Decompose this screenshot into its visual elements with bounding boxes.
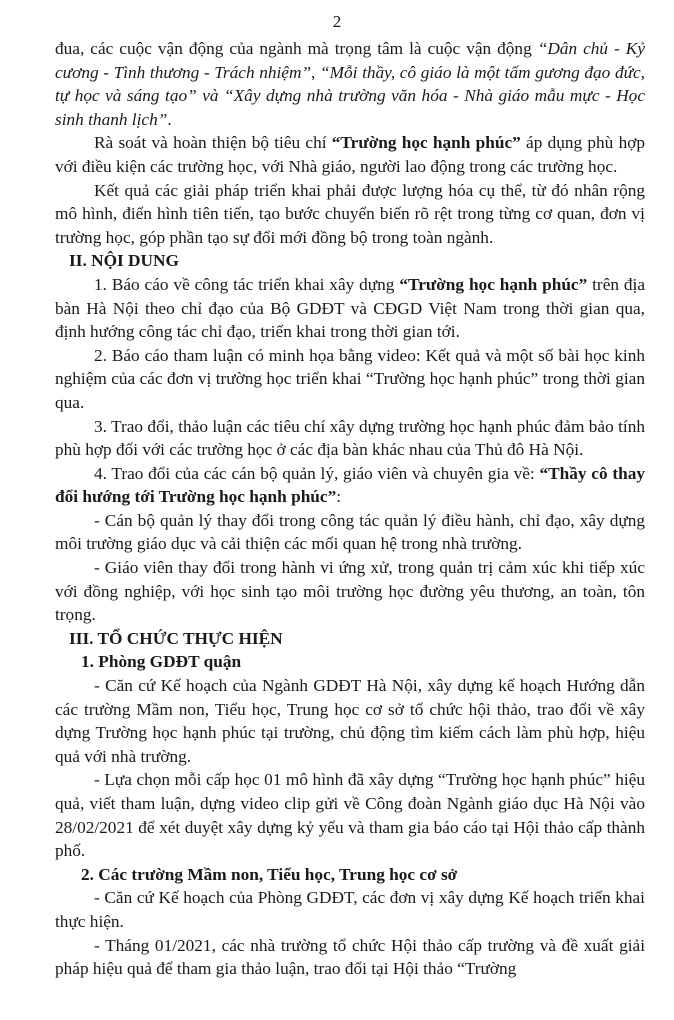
content-bullet-1: - Cán bộ quản lý thay đổi trong công tác quản lý điều hành, chỉ đạo, xây dựng môi trường giáo dục và cải thiện các mối quan hệ trong nhà trường.	[55, 510, 645, 554]
happy-school-term: “Trường học hạnh phúc”	[331, 133, 521, 153]
campaign-slogans: “Dân chủ - Kỷ cương - Tình thương - Trách nhiệm”, “Mỗi thầy, cô giáo là một tấm gương đạo đức, tự học và sáng tạo” và “Xây dựng nhà trường văn hóa - Nhà giáo mẫu mực - Học sinh thanh lịch”	[55, 39, 645, 129]
item4-bold: “Thầy cô thay đổi hướng tới Trường học hạnh phúc”	[55, 463, 645, 507]
document-body	[55, 37, 645, 981]
district-bullet-1: - Căn cứ Kế hoạch của Ngành GDĐT Hà Nội, xây dựng kế hoạch Hướng dẫn các trường Mầm non, Tiểu học, Trung học cơ sở tổ chức hội thảo, trao đổi về xây dựng Trường học hạnh phúc tại trường, chủ động tìm kiếm cách làm phù hợp, hiệu quả với nhà trường.	[55, 676, 645, 766]
content-item-4	[55, 462, 645, 509]
intro-paragraph-2	[55, 131, 645, 178]
section-heading-implementation: III. TỔ CHỨC THỰC HIỆN	[69, 628, 283, 648]
item1-prefix: 1. Báo cáo về công tác triển khai xây dựng	[94, 274, 400, 294]
district-bullet-2: - Lựa chọn mỗi cấp học 01 mô hình đã xây dựng “Trường học hạnh phúc” hiệu quả, viết tham luận, dựng video clip gửi về Công đoàn Ngành giáo dục Hà Nội vào 28/02/2021 để xét duyệt xây dựng kỷ yếu và tham gia báo cáo tại Hội thảo cấp thành phố.	[55, 770, 645, 861]
schools-bullet-2: - Tháng 01/2021, các nhà trường tổ chức Hội thảo cấp trường và đề xuất giải pháp hiệu quả để tham gia thảo luận, trao đổi tại Hội thảo “Trường	[55, 935, 645, 979]
intro-p2-suffix: áp dụng phù hợp với điều kiện các trường học, với Nhà giáo, người lao động trong các trường học.	[55, 133, 645, 176]
intro-p1-suffix: .	[167, 109, 172, 129]
intro-p1-prefix: đua, các cuộc vận động của ngành mà trọng tâm là cuộc vận động	[55, 39, 538, 58]
content-item-1	[55, 273, 645, 344]
item4-suffix: :	[336, 487, 342, 507]
page-number: 2	[332, 12, 342, 31]
item1-bold: “Trường học hạnh phúc”	[399, 274, 588, 294]
schools-bullet-1: - Căn cứ Kế hoạch của Phòng GDĐT, các đơn vị xây dựng Kế hoạch triển khai thực hiện.	[55, 888, 645, 931]
intro-paragraph-3: Kết quả các giải pháp triển khai phải được lượng hóa cụ thể, từ đó nhân rộng mô hình, điển hình tiên tiến, tạo bước chuyển biến rõ rệt trong từng cơ quan, đơn vị trường học, góp phần tạo sự đổi mới đồng bộ trong toàn ngành.	[55, 180, 645, 247]
content-bullet-2: - Giáo viên thay đổi trong hành vi ứng xử, trong quản trị cảm xúc khi tiếp xúc với đồng nghiệp, với học sinh tạo môi trường học đường yêu thương, an toàn, tôn trọng.	[55, 558, 645, 625]
intro-p2-prefix: Rà soát và hoàn thiện bộ tiêu chí	[94, 133, 332, 153]
intro-paragraph-1	[55, 37, 645, 131]
subsection-heading-schools: 2. Các trường Mầm non, Tiểu học, Trung học cơ sở	[81, 864, 458, 884]
section-heading-content: II. NỘI DUNG	[69, 251, 179, 271]
content-item-2: 2. Báo cáo tham luận có minh họa bằng video: Kết quả và một số bài học kinh nghiệm của các đơn vị trường học triển khai “Trường học hạnh phúc” trong thời gian qua.	[55, 345, 645, 412]
item4-prefix: 4. Trao đổi của các cán bộ quản lý, giáo viên và chuyên gia về:	[94, 463, 540, 483]
subsection-heading-district: 1. Phòng GDĐT quận	[81, 652, 242, 672]
content-item-3: 3. Trao đổi, thảo luận các tiêu chí xây dựng trường học hạnh phúc đảm bảo tính phù hợp đối với các trường học ở các địa bàn khác nhau của Thủ đô Hà Nội.	[55, 416, 645, 460]
item1-suffix: trên địa bàn Hà Nội theo chỉ đạo của Bộ GDĐT và CĐGD Việt Nam trong thời gian qua, định hướng công tác chỉ đạo, triển khai trong thời gian tới.	[55, 274, 645, 342]
